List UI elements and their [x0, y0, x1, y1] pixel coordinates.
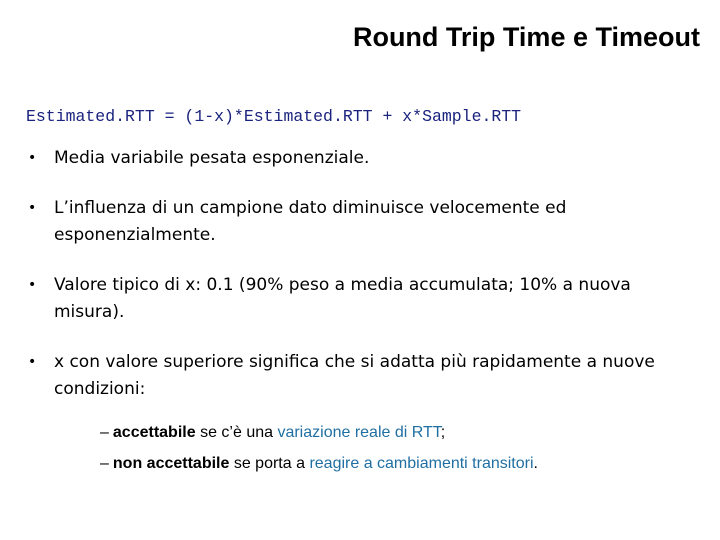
bullet-dot-icon: •	[28, 354, 37, 370]
slide-title: Round Trip Time e Timeout	[352, 22, 700, 52]
sub-item-not-acceptable	[100, 455, 538, 473]
sub-item-bold: non accettabile	[112, 455, 230, 472]
dash-marker: –	[100, 455, 109, 472]
dash-marker: –	[100, 424, 109, 441]
bullet-dot-icon: •	[28, 200, 37, 216]
sub-item-bold: accettabile	[112, 424, 196, 441]
sub-item-highlight: reagire a cambiamenti transitori	[309, 455, 534, 472]
bullet-text: x con valore superiore significa che si adatta più rapidamente a nuove condizioni:	[54, 352, 655, 399]
bullet-item	[28, 272, 698, 326]
sub-item-highlight: variazione reale di RTT	[277, 424, 441, 441]
bullet-text: Valore tipico di x: 0.1 (90% peso a media accumulata; 10% a nuova misura).	[54, 275, 631, 322]
sub-item-text: se c’è una	[195, 424, 278, 441]
bullet-text: L’influenza di un campione dato diminuisce velocemente ed esponenzialmente.	[54, 198, 567, 245]
bullet-dot-icon: •	[28, 277, 37, 293]
sub-item-end: .	[533, 455, 538, 472]
sub-item-acceptable	[100, 424, 445, 442]
bullet-dot-icon: •	[28, 150, 37, 166]
sub-item-text: se porta a	[229, 455, 310, 472]
rtt-formula: Estimated.RTT = (1-x)*Estimated.RTT + x*Sample.RTT	[26, 107, 522, 126]
sub-item-end: ;	[440, 424, 446, 441]
bullet-item	[28, 195, 698, 249]
bullet-item	[28, 349, 698, 403]
bullet-text: Media variabile pesata esponenziale.	[54, 148, 370, 168]
bullet-item	[28, 145, 698, 172]
